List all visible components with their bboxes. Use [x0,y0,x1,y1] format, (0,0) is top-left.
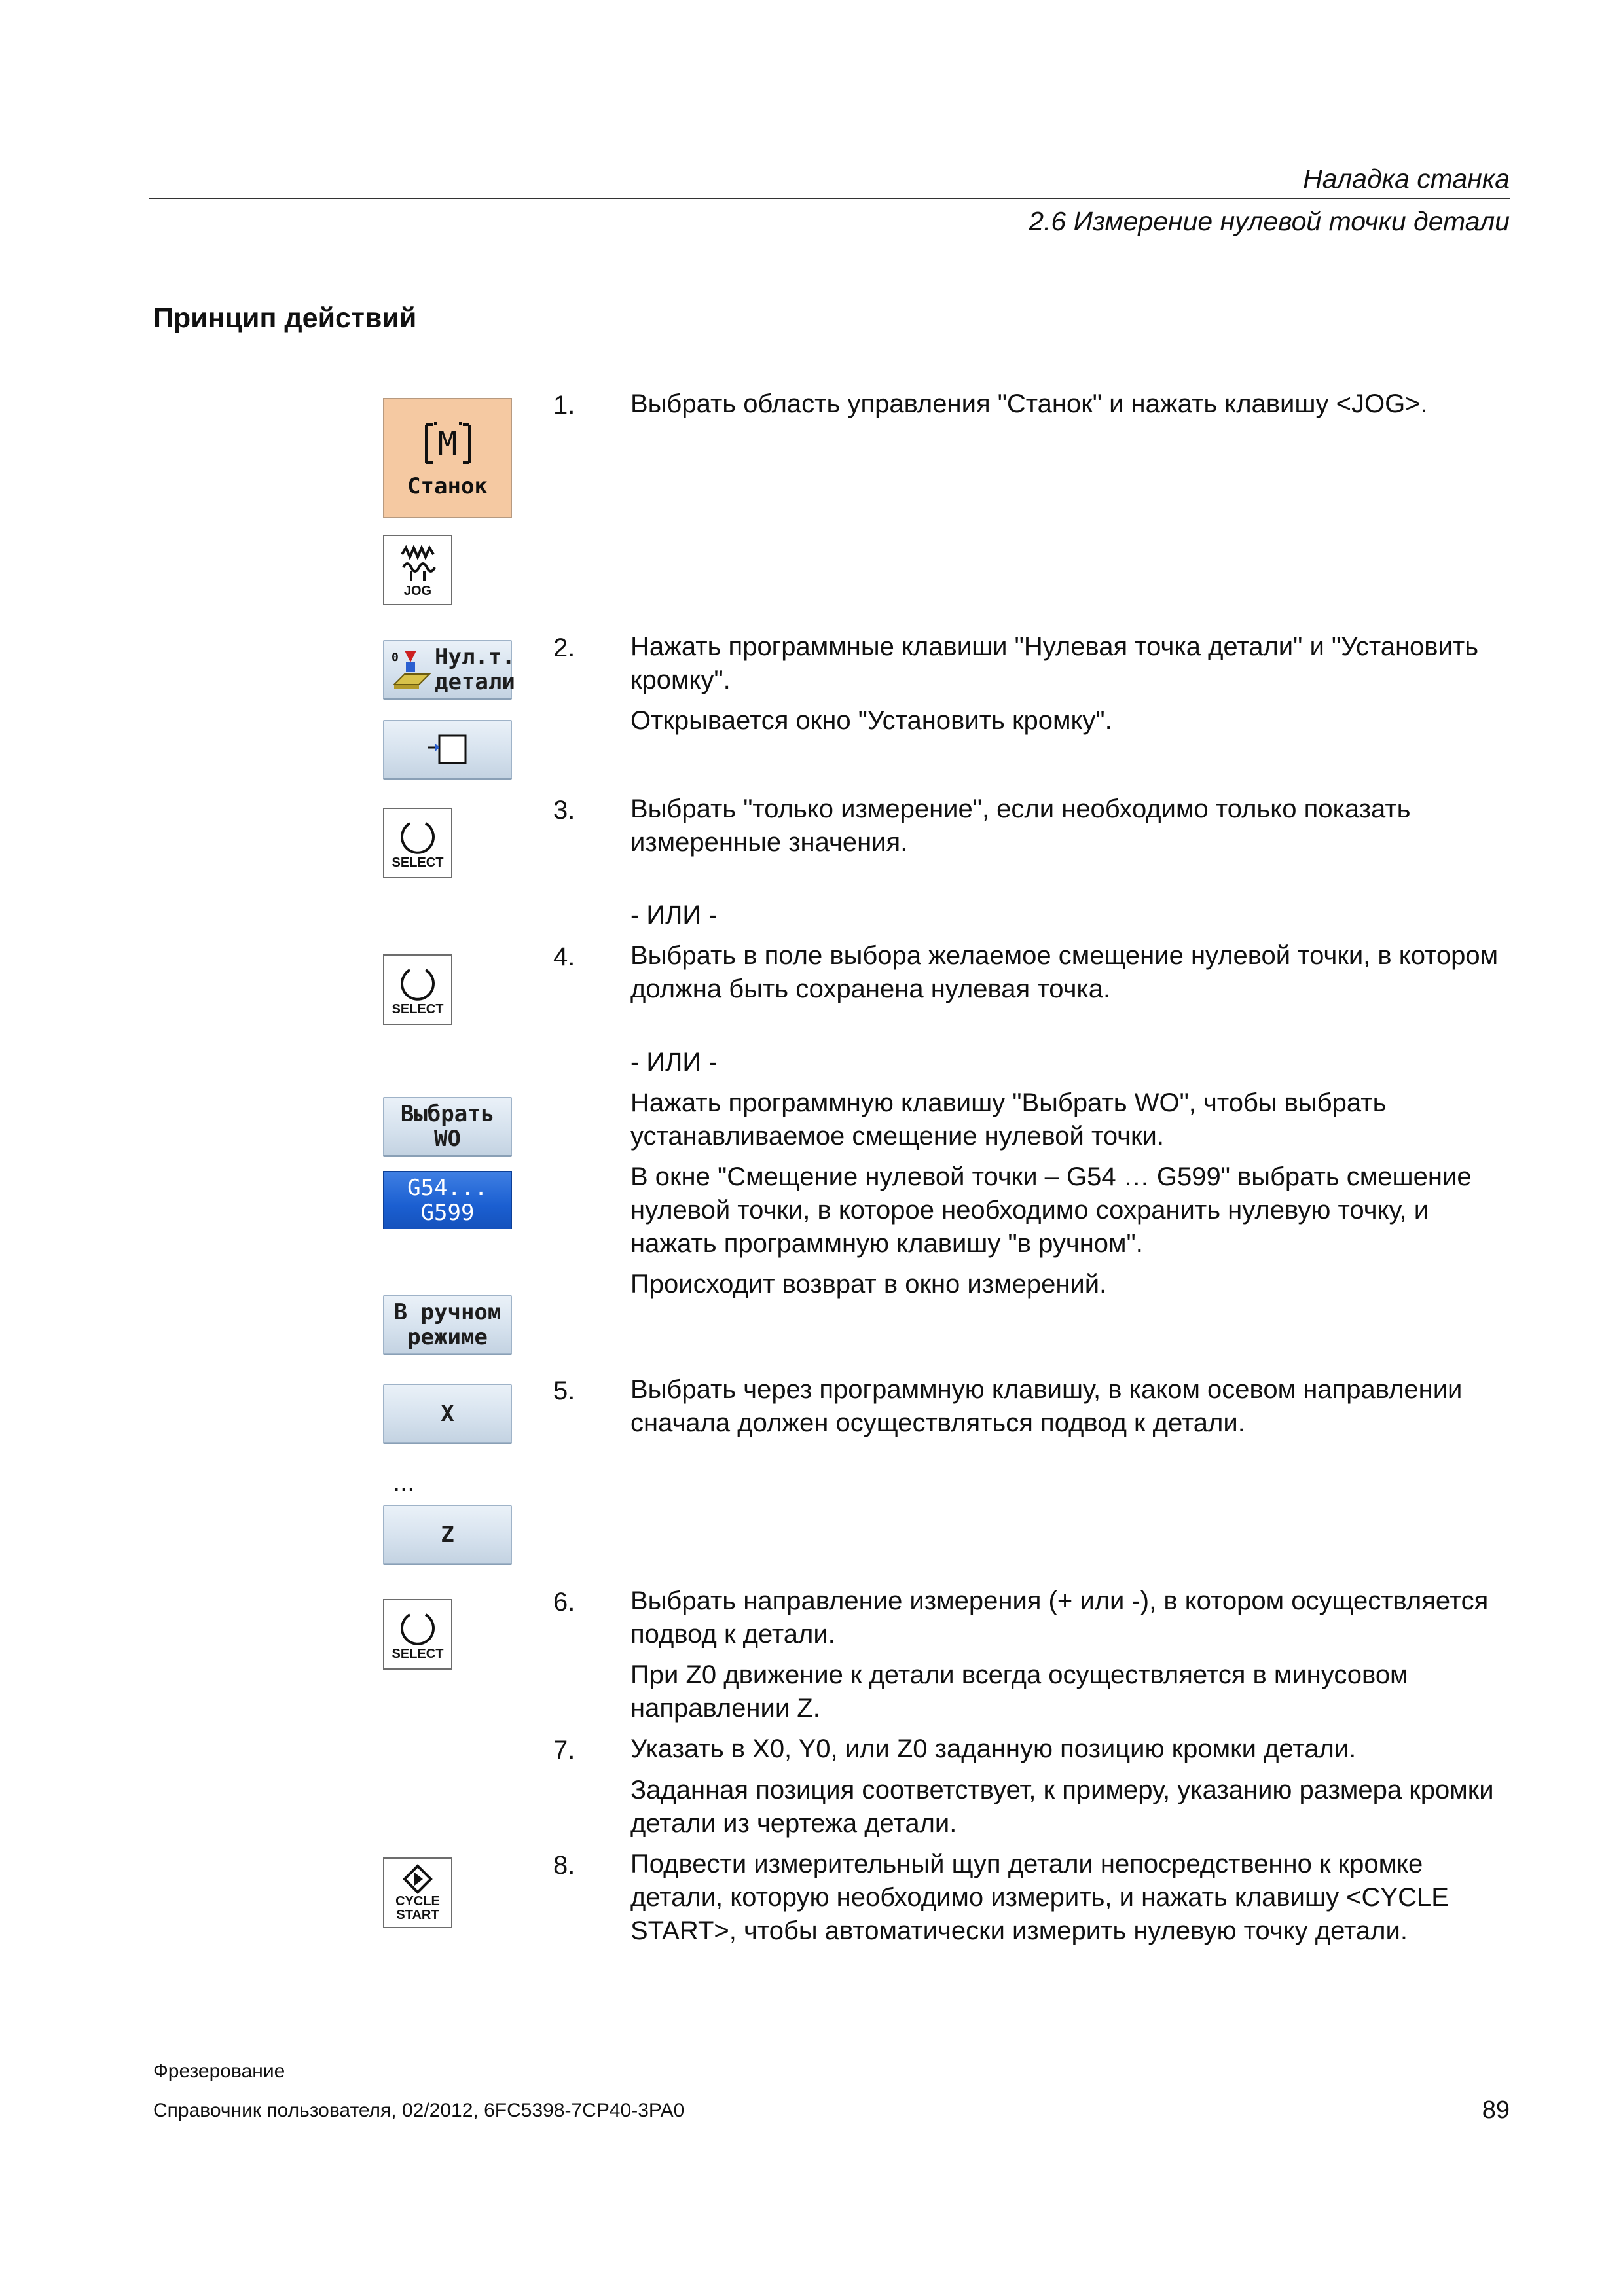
step-text: Нажать программные клавиши "Нулевая точка детали" и "Установить кромку". [630,632,1479,694]
step-text: Указать в X0, Y0, или Z0 заданную позицию кромки детали. [630,1734,1357,1763]
or-separator: - ИЛИ - [630,1048,718,1077]
footer-product: Фрезерование [153,2060,285,2082]
step-number: 7. [553,1736,575,1765]
z-axis-softkey[interactable] [383,1505,512,1564]
zero-point-label-1: Нул.т. [435,643,515,670]
step-text: В окне "Смещение нулевой точки – G54 … G599" выбрать смешение нулевой точки, в которое необходимо сохранить нулевую точку, и нажать программную клавишу "в ручном". [630,1162,1472,1258]
machine-glyph: M [437,425,458,463]
step-text: Заданная позиция соответствует, к примеру, указанию размера кромки детали из чертежа детали. [630,1776,1494,1838]
step-text: Выбрать "только измерение", если необходимо только показать измеренные значения. [630,795,1411,857]
workpiece-zero-icon [390,647,432,692]
select-key[interactable] [383,1599,452,1670]
machine-key-label: Станок [407,473,488,499]
machine-area-key[interactable] [383,398,512,518]
machine-icon [422,421,473,467]
cycle-start-label-1: CYCLE [395,1894,440,1909]
select-key-label: SELECT [392,1646,444,1661]
step-text: Нажать программную клавишу "Выбрать WO", чтобы выбрать устанавливаемое смещение нулевой точки. [630,1088,1387,1151]
svg-text:0: 0 [392,650,399,664]
ellipsis: ... [393,1468,415,1497]
select-key[interactable] [383,954,452,1025]
select-ring-icon [398,817,437,856]
select-ring-icon [398,1608,437,1647]
step-number: 5. [553,1376,575,1405]
select-ring-icon [398,963,437,1003]
manual-softkey[interactable] [383,1295,512,1354]
page-number: 89 [1482,2096,1510,2124]
cycle-start-key[interactable] [383,1857,452,1928]
step-text: Выбрать в поле выбора желаемое смещение нулевой точки, в котором должна быть сохранена нулевая точка. [630,941,1499,1003]
step-number: 2. [553,634,575,662]
g54-label-1: G54... [407,1174,488,1201]
step-text: Выбрать через программную клавишу, в каком осевом направлении сначала должен осуществляться подвод к детали. [630,1375,1463,1437]
cycle-start-icon [402,1863,433,1895]
step-text: Происходит возврат в окно измерений. [630,1270,1107,1299]
step-number: 4. [553,942,575,971]
set-edge-softkey[interactable] [383,720,512,778]
select-key-label: SELECT [392,1001,444,1016]
jog-key[interactable] [383,535,452,605]
z-axis-label: Z [441,1521,454,1548]
jog-wave-icon [397,543,439,584]
or-separator: - ИЛИ - [630,901,718,929]
zero-point-softkey[interactable] [383,640,515,698]
select-key[interactable] [383,808,452,878]
select-wo-softkey[interactable] [383,1097,512,1155]
select-key-label: SELECT [392,855,444,870]
header-chapter: Наладка станка [1303,164,1510,194]
x-axis-softkey[interactable] [383,1384,512,1443]
step-text: При Z0 движение к детали всегда осуществляется в минусовом направлении Z. [630,1660,1408,1723]
step-text: Подвести измерительный щуп детали непосредственно к кромке детали, которую необходимо измерить, и нажать клавишу <CYCLE START>, чтобы автоматически измерить нулевую точку детали. [630,1850,1449,1945]
step-text: Выбрать область управления "Станок" и нажать клавишу <JOG>. [630,389,1428,418]
select-wo-label-2: WO [434,1125,461,1152]
header-divider [149,198,1510,199]
header-section: 2.6 Измерение нулевой точки детали [1029,206,1510,236]
step-number: 3. [553,796,575,825]
g54-g599-softkey[interactable] [383,1171,512,1229]
step-number: 8. [553,1851,575,1880]
step-number: 6. [553,1588,575,1617]
step-number: 1. [553,391,575,420]
cycle-start-label-2: START [396,1908,439,1922]
footer-manual: Справочник пользователя, 02/2012, 6FC5398-7CP40-3PA0 [153,2100,685,2121]
step-text: Выбрать направление измерения (+ или -), в котором осуществляется подвод к детали. [630,1587,1489,1649]
x-axis-label: X [441,1400,454,1427]
zero-point-label-2: детали [435,668,515,695]
page-title: Принцип действий [153,302,417,334]
manual-label-2: режиме [407,1323,488,1350]
select-wo-label-1: Выбрать [400,1100,495,1127]
set-edge-icon [425,733,471,766]
step-text: Открывается окно "Установить кромку". [630,706,1112,735]
g54-label-2: G599 [420,1199,475,1226]
jog-key-label: JOG [403,583,432,598]
manual-label-1: В ручном [393,1299,501,1325]
